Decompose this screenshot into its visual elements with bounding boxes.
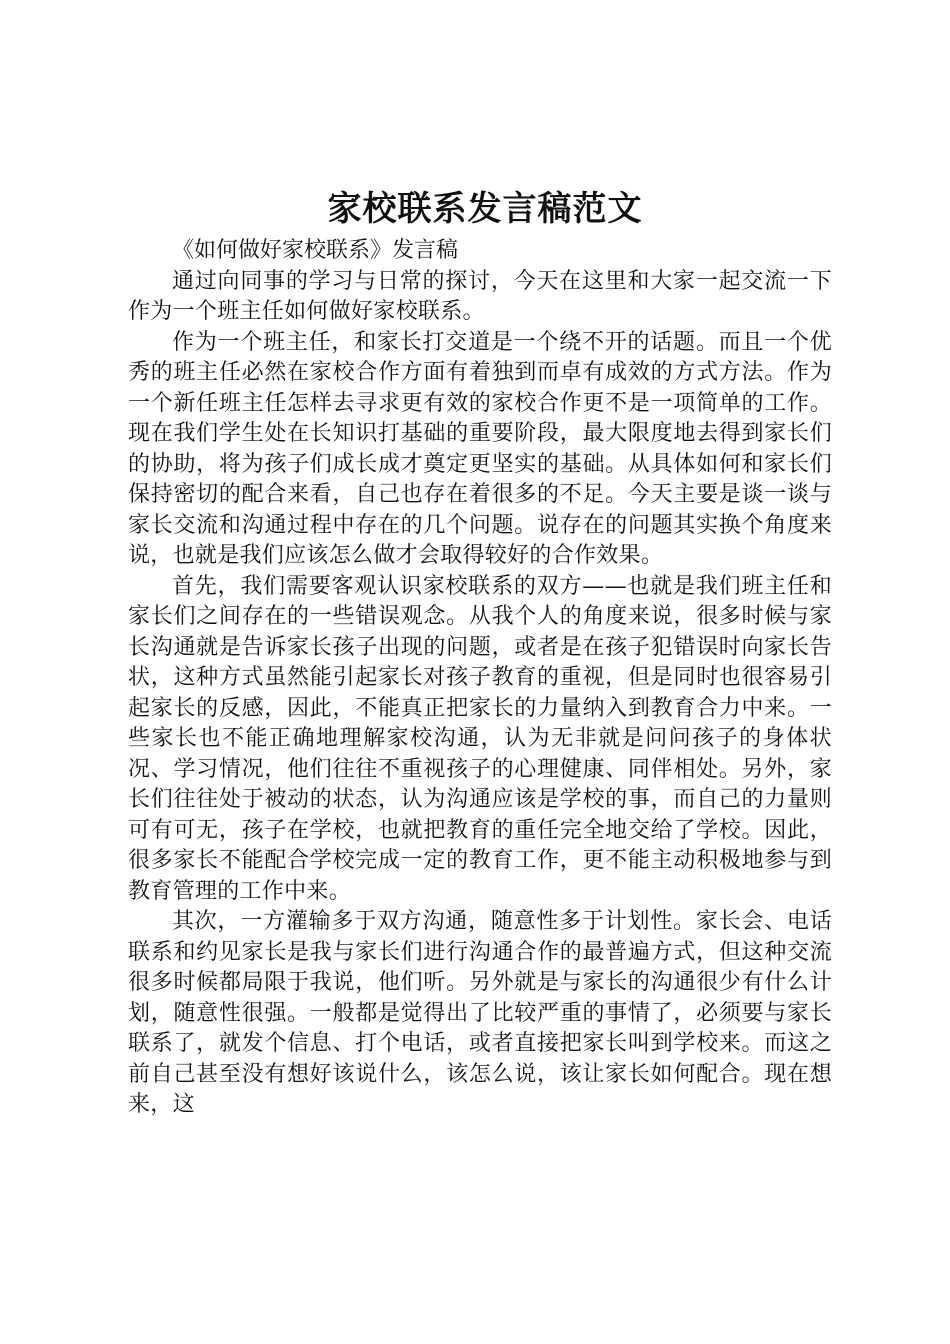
paragraph-intro: 通过向同事的学习与日常的探讨，今天在这里和大家一起交流一下作为一个班主任如何做好家校联系。	[128, 268, 832, 324]
document-title: 家校联系发言稿范文	[327, 189, 643, 229]
paragraph-second-point: 其次，一方灌输多于双方沟通，随意性多于计划性。家长会、电话联系和约见家长是我与家长们进行沟通合作的最普遍方式，但这种交流很多时候都局限于我说，他们听。另外就是与家长的沟通很少有什么计划，随意性很强。一般都是觉得出了比较严重的事情了，必须要与家长联系了，就发个信息、打个电话，或者直接把家长叫到学校来。而这之前自己甚至没有想好该说什么，该怎么说，该让家长如何配合。现在想来，这	[128, 909, 832, 1117]
paragraph-first-point: 首先，我们需要客观认识家校联系的双方——也就是我们班主任和家长们之间存在的一些错误观念。从我个人的角度来说，很多时候与家长沟通就是告诉家长孩子出现的问题，或者是在孩子犯错误时向家长告状，这种方式虽然能引起家长对孩子教育的重视，但是同时也很容易引起家长的反感，因此，不能真正把家长的力量纳入到教育合力中来。一些家长也不能正确地理解家校沟通，认为无非就是问问孩子的身体状况、学习情况，他们往往不重视孩子的心理健康、同伴相处。另外，家长们往往处于被动的状态，认为沟通应该是学校的事，而自己的力量则可有可无，孩子在学校，也就把教育的重任完全地交给了学校。因此，很多家长不能配合学校完成一定的教育工作，更不能主动积极地参与到教育管理的工作中来。	[128, 573, 832, 904]
document-subtitle: 《如何做好家校联系》发言稿	[172, 238, 459, 263]
document-page	[128, 186, 832, 1121]
paragraph-role: 作为一个班主任，和家长打交道是一个绕不开的话题。而且一个优秀的班主任必然在家校合作方面有着独到而卓有成效的方式方法。作为一个新任班主任怎样去寻求更有效的家校合作更不是一项简单的工作。现在我们学生处在长知识打基础的重要阶段，最大限度地去得到家长们的协助，将为孩子们成长成才奠定更坚实的基础。从具体如何和家长们保持密切的配合来看，自己也存在着很多的不足。今天主要是谈一谈与家长交流和沟通过程中存在的几个问题。说存在的问题其实换个角度来说，也就是我们应该怎么做才会取得较好的合作效果。	[128, 329, 832, 568]
